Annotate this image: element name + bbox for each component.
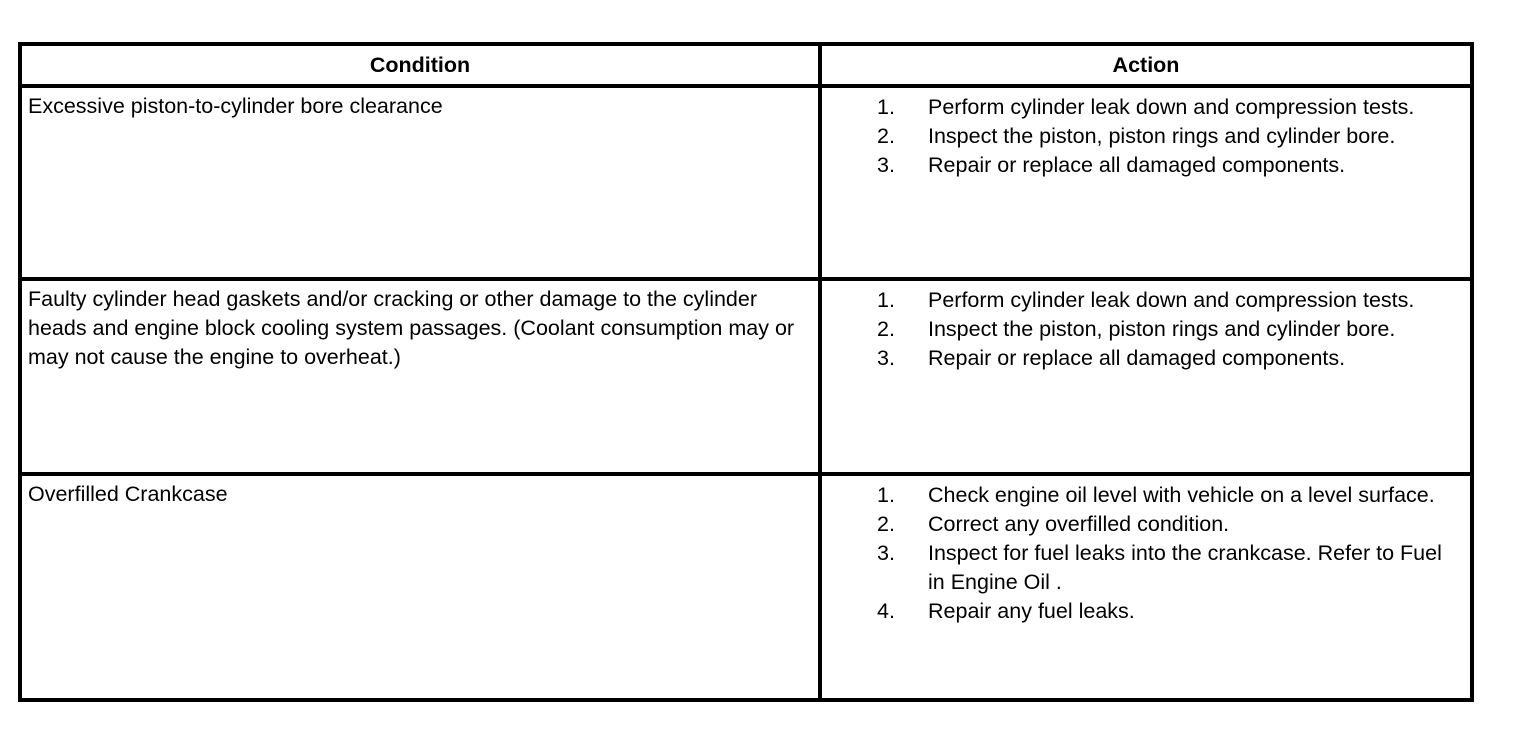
action-step bbox=[877, 539, 1460, 597]
step-text: Inspect the piston, piston rings and cylinder bore. bbox=[928, 124, 1396, 148]
table-row bbox=[20, 279, 1472, 474]
condition-cell bbox=[20, 474, 820, 700]
table-row bbox=[20, 474, 1472, 700]
condition-text: Overfilled Crankcase bbox=[28, 482, 228, 507]
step-number: 2. bbox=[877, 512, 895, 537]
header-row bbox=[20, 44, 1472, 86]
action-steps bbox=[822, 281, 1470, 373]
step-number: 3. bbox=[877, 541, 895, 566]
condition-cell bbox=[20, 86, 820, 279]
step-number: 1. bbox=[877, 483, 895, 508]
condition-text: Faulty cylinder head gaskets and/or cracking or other damage to the cylinder heads and engine block cooling system passages. (Coolant consumption may or may not cause the engine to overheat.) bbox=[28, 287, 795, 370]
action-cell bbox=[820, 86, 1472, 279]
condition-cell bbox=[20, 279, 820, 474]
step-number: 3. bbox=[877, 346, 895, 371]
step-number: 1. bbox=[877, 95, 895, 119]
step-text: Repair any fuel leaks. bbox=[928, 599, 1135, 624]
step-text: Repair or replace all damaged components. bbox=[928, 346, 1346, 371]
table-row bbox=[20, 86, 1472, 279]
diagnostic-table bbox=[18, 42, 1474, 702]
action-step bbox=[877, 510, 1460, 539]
action-step bbox=[877, 597, 1460, 626]
step-number: 2. bbox=[877, 317, 895, 342]
action-step bbox=[877, 122, 1460, 151]
action-step bbox=[877, 151, 1460, 180]
step-text: Perform cylinder leak down and compression tests. bbox=[928, 95, 1415, 119]
action-cell bbox=[820, 474, 1472, 700]
step-number: 3. bbox=[877, 153, 895, 177]
action-step bbox=[877, 93, 1460, 122]
step-text: Repair or replace all damaged components. bbox=[928, 153, 1346, 177]
action-step bbox=[877, 286, 1460, 315]
step-text: Inspect the piston, piston rings and cylinder bore. bbox=[928, 317, 1396, 342]
step-text: Correct any overfilled condition. bbox=[928, 512, 1230, 537]
action-step bbox=[877, 481, 1460, 510]
step-number: 4. bbox=[877, 599, 895, 624]
step-text: Check engine oil level with vehicle on a level surface. bbox=[928, 483, 1435, 508]
step-number: 2. bbox=[877, 124, 895, 148]
action-steps bbox=[822, 476, 1470, 626]
step-number: 1. bbox=[877, 288, 895, 313]
action-step bbox=[877, 344, 1460, 373]
action-cell bbox=[820, 279, 1472, 474]
step-text: Inspect for fuel leaks into the crankcase. Refer to Fuel in Engine Oil . bbox=[928, 541, 1442, 595]
action-step bbox=[877, 315, 1460, 344]
condition-header: Condition bbox=[20, 44, 820, 86]
action-steps bbox=[822, 88, 1470, 180]
condition-text: Excessive piston-to-cylinder bore clearance bbox=[28, 94, 443, 118]
action-header: Action bbox=[820, 44, 1472, 86]
step-text: Perform cylinder leak down and compression tests. bbox=[928, 288, 1415, 313]
